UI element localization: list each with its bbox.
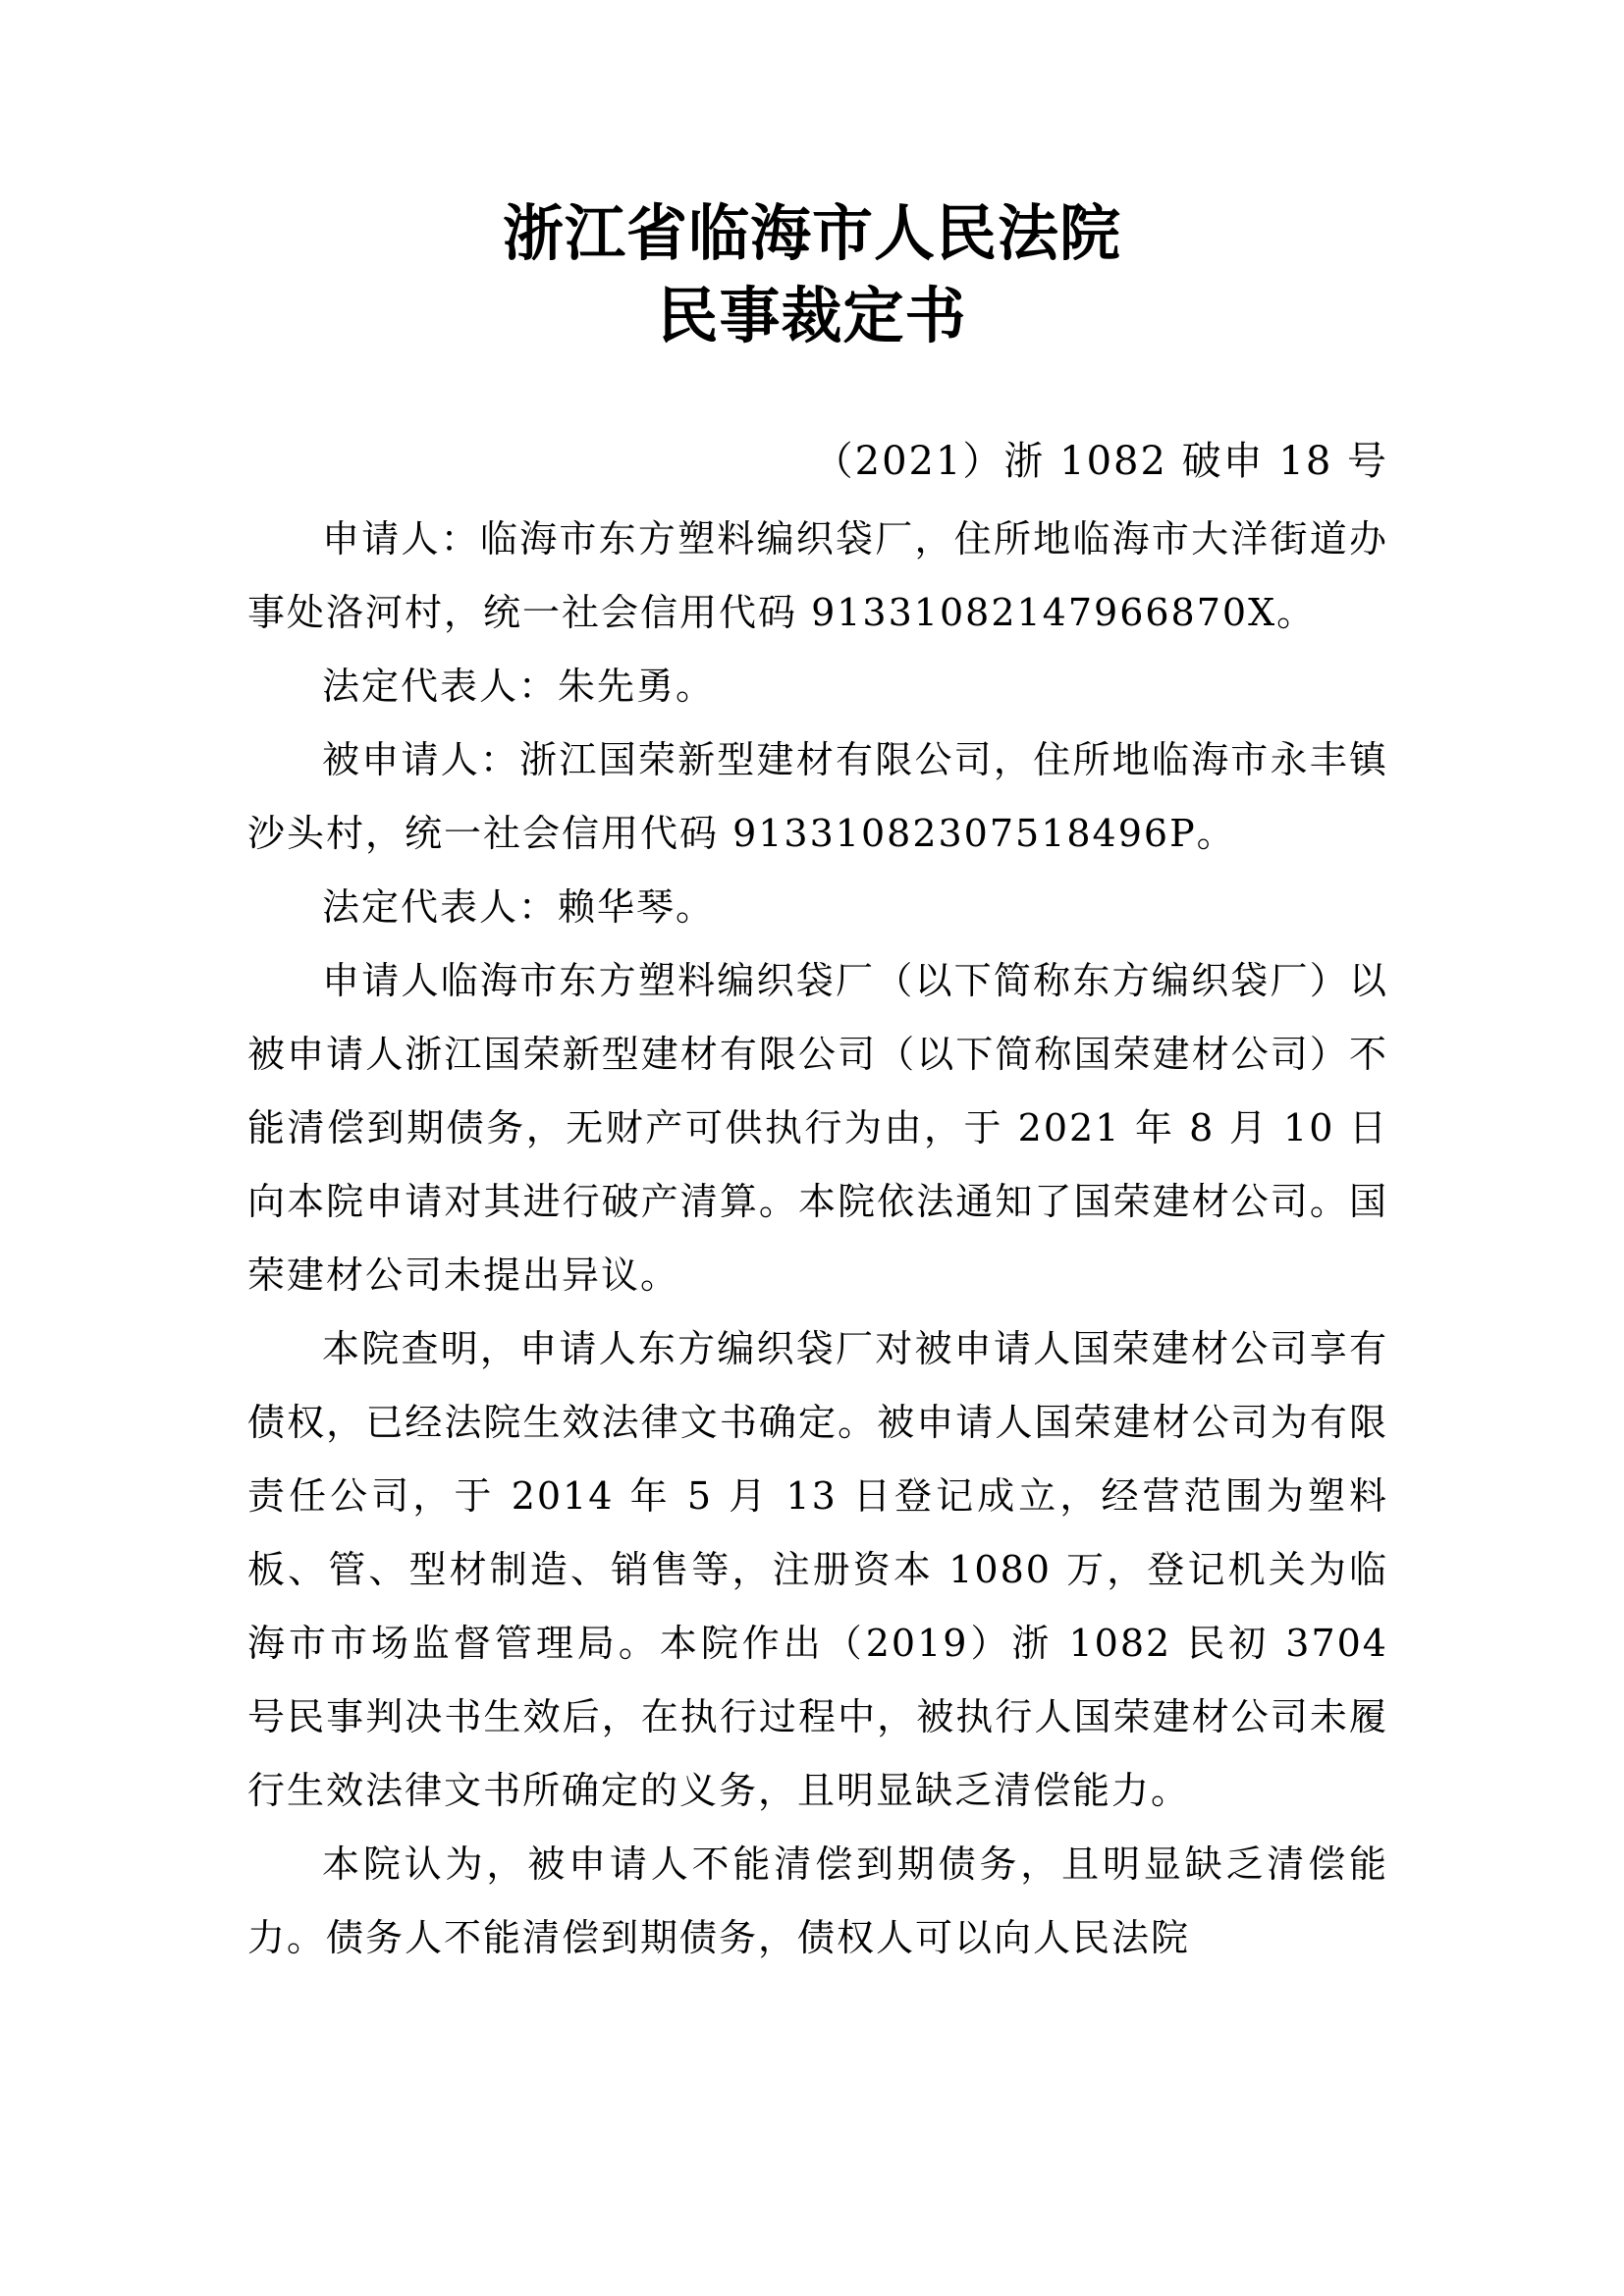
findings-paragraph: 本院查明，申请人东方编织袋厂对被申请人国荣建材公司享有债权，已经法院生效法律文书确定。被申请人国荣建材公司为有限责任公司，于 2014 年 5 月 13 日登记成立，经营范围为塑料板、管、型材制造、销售等，注册资本 1080 万，登记机关为临海市市场监督管理局。本院作出（2019）浙 1082 民初 3704 号民事判决书生效后，在执行过程中，被执行人国荣建材公司未履行生效法律文书所确定的义务，且明显缺乏清偿能力。 (247, 1327, 1388, 1812)
document-body (247, 503, 1388, 1975)
respondent-paragraph: 被申请人：浙江国荣新型建材有限公司，住所地临海市永丰镇沙头村，统一社会信用代码 91331082307518496P。 (247, 738, 1388, 855)
court-name: 浙江省临海市人民法院 (502, 197, 1121, 269)
document-type: 民事裁定书 (657, 280, 967, 351)
applicant-legal-rep: 法定代表人：朱先勇。 (322, 665, 716, 708)
respondent-legal-rep: 法定代表人：赖华琴。 (322, 885, 716, 929)
opinion-paragraph: 本院认为，被申请人不能清偿到期债务，且明显缺乏清偿能力。债务人不能清偿到期债务，债权人可以向人民法院 (247, 1842, 1388, 1959)
case-number: （2021）浙 1082 破申 18 号 (813, 439, 1388, 484)
application-paragraph: 申请人临海市东方塑料编织袋厂（以下简称东方编织袋厂）以被申请人浙江国荣新型建材有限公司（以下简称国荣建材公司）不能清偿到期债务，无财产可供执行为由，于 2021 年 8 月 10 日向本院申请对其进行破产清算。本院依法通知了国荣建材公司。国荣建材公司未提出异议。 (247, 959, 1388, 1297)
document-title (0, 192, 1624, 357)
applicant-paragraph: 申请人：临海市东方塑料编织袋厂，住所地临海市大洋街道办事处洛河村，统一社会信用代码 91331082147966870X。 (247, 517, 1388, 634)
